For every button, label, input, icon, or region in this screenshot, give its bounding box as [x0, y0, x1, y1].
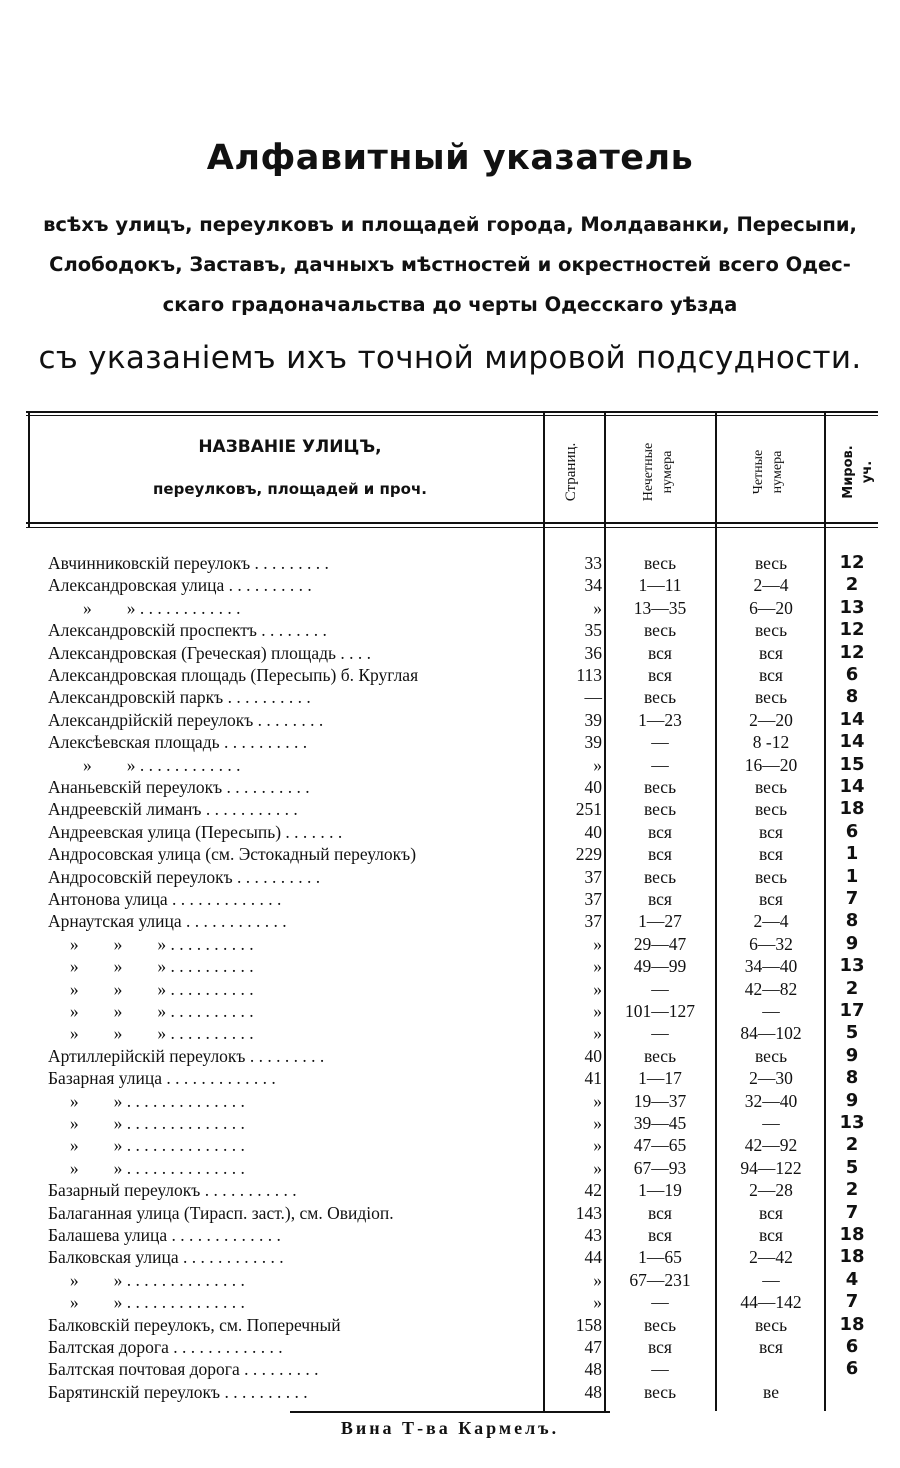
odd-numbers: вся: [648, 1225, 672, 1245]
even-numbers: весь: [754, 687, 788, 708]
street-name: Андросовскій переулокъ . . . . . . . . . .: [48, 866, 321, 887]
even-numbers: вся: [759, 821, 783, 842]
street-name: Балковскій переулокъ, см. Поперечный: [48, 1314, 341, 1335]
table-row: [0, 1045, 900, 1067]
street-name: Александровская (Греческая) площадь . . . .: [48, 642, 372, 663]
odd-numbers: вся: [648, 821, 672, 842]
even-numbers: —: [762, 1269, 780, 1290]
table-row: [0, 686, 900, 708]
table-row: [0, 955, 900, 977]
subtitle-line-3: скаго градоначальства до черты Одесскаго уѣзда: [162, 293, 738, 316]
table-row: [0, 1291, 900, 1313]
street-name: » » . . . . . . . . . . . . . .: [48, 1135, 245, 1156]
page-number: »: [593, 1269, 602, 1290]
district-number: 8: [845, 686, 859, 708]
district-number: 13: [839, 596, 865, 618]
table-row: [0, 1134, 900, 1156]
page-number: 40: [584, 777, 602, 797]
street-name: » » » . . . . . . . . . .: [48, 1023, 254, 1044]
odd-numbers: вся: [648, 1202, 672, 1223]
odd-numbers: вся: [648, 642, 672, 663]
even-numbers: ве: [763, 1381, 779, 1402]
district-number: 13: [839, 1112, 865, 1133]
header-bottom-rule-thin: [26, 527, 878, 528]
page-number: 43: [584, 1225, 602, 1245]
odd-numbers: —: [651, 978, 669, 999]
street-name: Андросовская улица (см. Эстокадный переулокъ): [48, 844, 417, 865]
district-number: 2: [845, 977, 859, 999]
even-numbers: —: [762, 1001, 780, 1021]
table-row: [0, 754, 900, 776]
table-row: [0, 1067, 900, 1089]
even-numbers: —: [762, 1113, 780, 1133]
district-number: 2: [845, 1179, 859, 1201]
district-number: 6: [845, 1336, 859, 1357]
table-row: [0, 1157, 900, 1179]
page-number: 37: [584, 911, 602, 932]
district-number: 18: [839, 1224, 865, 1245]
header-even: Четные нумера: [751, 449, 785, 495]
table-row: [0, 552, 900, 574]
street-name: Антонова улица . . . . . . . . . . . . .: [48, 889, 282, 909]
page-number: »: [593, 978, 602, 999]
page-number: 40: [584, 1045, 602, 1066]
even-numbers: 84—102: [740, 1023, 802, 1044]
district-number: 12: [839, 552, 865, 573]
table-row: [0, 1112, 900, 1134]
odd-numbers: —: [651, 1023, 669, 1044]
page-number: »: [593, 956, 602, 977]
page-number: 37: [584, 889, 602, 909]
district-number: 2: [845, 1134, 859, 1156]
page-number: —: [584, 687, 602, 708]
street-name: Балашева улица . . . . . . . . . . . . .: [48, 1225, 281, 1245]
odd-numbers: —: [651, 732, 669, 753]
district-number: 2: [845, 574, 859, 596]
even-numbers: 32—40: [744, 1090, 798, 1111]
table-row: [0, 574, 900, 596]
even-numbers: вся: [759, 889, 783, 909]
page-number: 35: [584, 620, 602, 641]
street-name: Балаганная улица (Тирасп. заст.), см. Овидіоп.: [48, 1202, 394, 1223]
even-numbers: 42—82: [744, 978, 798, 999]
odd-numbers: 101—127: [625, 1001, 695, 1021]
street-name: » » . . . . . . . . . . . .: [48, 754, 241, 775]
even-numbers: 2—4: [753, 575, 789, 596]
subtitle-line-2: Слободокъ, Заставъ, дачныхъ мѣстностей и окрестностей всего Одес-: [49, 253, 851, 276]
street-name: Арнаутская улица . . . . . . . . . . . .: [48, 911, 287, 932]
district-number: 1: [845, 865, 859, 887]
header-page: Страниц.: [563, 442, 579, 502]
page-number: »: [593, 754, 602, 775]
odd-numbers: 1—27: [638, 911, 682, 932]
page-number: 41: [584, 1068, 602, 1089]
page-number: 143: [575, 1202, 602, 1223]
page-number: 158: [575, 1314, 602, 1335]
odd-numbers: весь: [643, 1314, 677, 1335]
table-row: [0, 664, 900, 686]
table-row: [0, 933, 900, 955]
odd-numbers: 1—19: [638, 1180, 682, 1201]
page-number: 34: [584, 575, 602, 596]
footer-advert: Вина Т-ва Кармелъ.: [340, 1418, 560, 1438]
street-name: Балковская улица . . . . . . . . . . . .: [48, 1247, 284, 1268]
odd-numbers: 49—99: [633, 956, 687, 977]
table-top-rule-thin: [26, 415, 878, 416]
odd-numbers: 1—11: [638, 575, 682, 596]
odd-numbers: весь: [643, 866, 677, 887]
street-name: » » » . . . . . . . . . .: [48, 978, 254, 999]
odd-numbers: 1—23: [638, 709, 682, 730]
street-name: » » » . . . . . . . . . .: [48, 933, 254, 954]
even-numbers: 2—42: [749, 1247, 793, 1268]
table-row: [0, 1000, 900, 1022]
index-title: Алфавитный указатель: [206, 138, 694, 178]
page-number: 40: [584, 821, 602, 842]
odd-numbers: 29—47: [633, 933, 687, 954]
table-row: [0, 597, 900, 619]
odd-numbers: 1—65: [638, 1247, 682, 1268]
district-number: 6: [845, 664, 859, 685]
even-numbers: 94—122: [740, 1157, 802, 1178]
even-numbers: вся: [759, 1337, 783, 1357]
odd-numbers: —: [651, 754, 669, 775]
district-number: 18: [839, 1246, 865, 1268]
district-number: 8: [845, 910, 859, 932]
street-name: » » . . . . . . . . . . . . . .: [48, 1157, 245, 1178]
odd-numbers: весь: [643, 687, 677, 708]
page-number: »: [593, 933, 602, 954]
odd-numbers: весь: [643, 799, 677, 820]
header-name-line-2: переулковъ, площадей и проч.: [153, 480, 427, 498]
even-numbers: весь: [754, 553, 788, 573]
odd-numbers: весь: [643, 553, 677, 573]
page-number: 229: [575, 844, 602, 865]
odd-numbers: весь: [643, 777, 677, 797]
table-row: [0, 866, 900, 888]
odd-numbers: —: [651, 1359, 669, 1380]
page-number: 39: [584, 709, 602, 730]
even-numbers: весь: [754, 620, 788, 641]
even-numbers: весь: [754, 1314, 788, 1335]
district-number: 14: [839, 776, 865, 797]
even-numbers: вся: [759, 665, 783, 685]
page-number: 251: [575, 799, 602, 820]
street-name: Александровская площадь (Пересыпь) б. Круглая: [48, 665, 419, 685]
odd-numbers: весь: [643, 1381, 677, 1402]
table-row: [0, 709, 900, 731]
even-numbers: 6—20: [749, 597, 793, 618]
street-name: » » » . . . . . . . . . .: [48, 1001, 254, 1021]
page-number: 39: [584, 732, 602, 753]
district-number: 12: [839, 619, 865, 641]
page-number: 33: [584, 553, 602, 573]
street-name: Ананьевскій переулокъ . . . . . . . . . .: [48, 777, 310, 797]
street-name: Андреевская улица (Пересыпь) . . . . . . .: [48, 821, 343, 842]
table-row: [0, 1090, 900, 1112]
even-numbers: вся: [759, 844, 783, 865]
table-row: [0, 1358, 900, 1380]
table-row: [0, 978, 900, 1000]
header-name-line-1: НАЗВАНІЕ УЛИЦЪ,: [198, 437, 382, 457]
page-number: »: [593, 1157, 602, 1178]
table-row: [0, 798, 900, 820]
odd-numbers: 39—45: [633, 1113, 687, 1133]
district-number: 15: [839, 753, 865, 775]
table-row: [0, 1336, 900, 1358]
table-row: [0, 1381, 900, 1403]
even-numbers: весь: [754, 866, 788, 887]
district-number: 4: [845, 1268, 859, 1290]
page-number: 48: [584, 1381, 602, 1402]
district-number: 14: [839, 708, 865, 730]
page-number: »: [593, 1113, 602, 1133]
table-top-rule: [26, 411, 878, 413]
district-number: 17: [839, 1000, 865, 1021]
page-number: »: [593, 1023, 602, 1044]
page-number: 36: [584, 642, 602, 663]
street-name: Андреевскій лиманъ . . . . . . . . . . .: [48, 799, 298, 820]
street-name: Александровскій проспектъ . . . . . . . .: [48, 620, 327, 641]
page-number: 37: [584, 866, 602, 887]
even-numbers: 42—92: [744, 1135, 798, 1156]
table-row: [0, 619, 900, 641]
page-number: 113: [576, 665, 602, 685]
district-number: 18: [839, 1313, 865, 1335]
district-number: 6: [845, 820, 859, 842]
street-name: » » . . . . . . . . . . . . . .: [48, 1269, 245, 1290]
even-numbers: 8 -12: [752, 732, 790, 753]
even-numbers: вся: [759, 642, 783, 663]
header-bottom-rule: [26, 522, 878, 524]
page-number: »: [593, 1001, 602, 1021]
page-number: »: [593, 1135, 602, 1156]
street-name: » » . . . . . . . . . . . .: [48, 597, 241, 618]
even-numbers: 2—30: [749, 1068, 793, 1089]
even-numbers: 2—20: [749, 709, 793, 730]
district-number: 6: [845, 1358, 859, 1380]
odd-numbers: 47—65: [633, 1135, 687, 1156]
index-heading: съ указаніемъ ихъ точной мировой подсудности.: [38, 340, 862, 376]
street-name: Александровскій паркъ . . . . . . . . . .: [48, 687, 311, 708]
table-row: [0, 1224, 900, 1246]
street-name: Балтская дорога . . . . . . . . . . . . .: [48, 1337, 283, 1357]
district-number: 18: [839, 798, 865, 820]
page-number: »: [593, 597, 602, 618]
district-number: 12: [839, 641, 865, 663]
district-number: 13: [839, 955, 865, 977]
table-row: [0, 642, 900, 664]
district-number: 5: [845, 1156, 859, 1178]
page-number: 48: [584, 1359, 602, 1380]
district-number: 5: [845, 1022, 859, 1044]
street-name: Александрійскій переулокъ . . . . . . . .: [48, 709, 324, 730]
even-numbers: 34—40: [744, 956, 798, 977]
odd-numbers: 13—35: [633, 597, 687, 618]
table-row: [0, 776, 900, 798]
street-name: Александровская улица . . . . . . . . . .: [48, 575, 312, 596]
district-number: 9: [845, 1089, 859, 1111]
odd-numbers: вся: [648, 889, 672, 909]
street-name: » » » . . . . . . . . . .: [48, 956, 254, 977]
odd-numbers: вся: [648, 844, 672, 865]
page-number: 42: [584, 1180, 602, 1201]
district-number: 7: [845, 888, 859, 909]
street-name: » » . . . . . . . . . . . . . .: [48, 1113, 245, 1133]
even-numbers: весь: [754, 777, 788, 797]
table-row: [0, 1246, 900, 1268]
table-row: [0, 821, 900, 843]
street-name: Авчинниковскій переулокъ . . . . . . . . .: [48, 553, 329, 573]
table-row: [0, 1269, 900, 1291]
page-number: »: [593, 1090, 602, 1111]
even-numbers: 2—28: [749, 1180, 793, 1201]
table-row: [0, 1202, 900, 1224]
district-number: 8: [845, 1067, 859, 1089]
odd-numbers: —: [651, 1292, 669, 1313]
street-name: Базарный переулокъ . . . . . . . . . . .: [48, 1180, 297, 1201]
street-name: » » . . . . . . . . . . . . . .: [48, 1292, 245, 1313]
district-number: 9: [845, 932, 859, 954]
table-row: [0, 888, 900, 910]
column-divider-left: [28, 413, 30, 528]
odd-numbers: 67—231: [629, 1269, 691, 1290]
district-number: 9: [845, 1044, 859, 1066]
table-bottom-rule: [290, 1411, 610, 1413]
odd-numbers: вся: [648, 665, 672, 685]
street-name: Артиллерійскій переулокъ . . . . . . . . .: [48, 1045, 325, 1066]
odd-numbers: 1—17: [638, 1068, 682, 1089]
header-odd: Нечетные нумера: [641, 442, 675, 502]
odd-numbers: весь: [643, 1045, 677, 1066]
table-row: [0, 843, 900, 865]
even-numbers: 6—32: [749, 933, 793, 954]
street-name: » » . . . . . . . . . . . . . .: [48, 1090, 245, 1111]
subtitle-line-1: всѣхъ улицъ, переулковъ и площадей города, Молдаванки, Пересыпи,: [43, 213, 857, 236]
table-row: [0, 1179, 900, 1201]
even-numbers: 2—4: [753, 911, 789, 932]
table-row: [0, 731, 900, 753]
even-numbers: 16—20: [744, 754, 798, 775]
district-number: 14: [839, 731, 865, 753]
street-name: Базарная улица . . . . . . . . . . . . .: [48, 1068, 276, 1089]
even-numbers: 44—142: [740, 1292, 802, 1313]
odd-numbers: 67—93: [633, 1157, 687, 1178]
street-name: Барятинскій переулокъ . . . . . . . . . .: [48, 1381, 308, 1402]
page-number: 47: [584, 1337, 602, 1357]
table-row: [0, 1314, 900, 1336]
street-name: Балтская почтовая дорога . . . . . . . . .: [48, 1359, 319, 1380]
even-numbers: весь: [754, 799, 788, 820]
odd-numbers: весь: [643, 620, 677, 641]
district-number: 1: [845, 843, 859, 865]
odd-numbers: 19—37: [633, 1090, 687, 1111]
even-numbers: вся: [759, 1202, 783, 1223]
header-district: Миров. уч.: [841, 445, 875, 499]
table-row: [0, 1022, 900, 1044]
even-numbers: вся: [759, 1225, 783, 1245]
district-number: 7: [845, 1291, 859, 1313]
district-number: 7: [845, 1201, 859, 1223]
table-row: [0, 910, 900, 932]
street-name: Алексѣевская площадь . . . . . . . . . .: [48, 732, 308, 753]
page-number: »: [593, 1292, 602, 1313]
page-number: 44: [584, 1247, 602, 1268]
even-numbers: весь: [754, 1045, 788, 1066]
odd-numbers: вся: [648, 1337, 672, 1357]
